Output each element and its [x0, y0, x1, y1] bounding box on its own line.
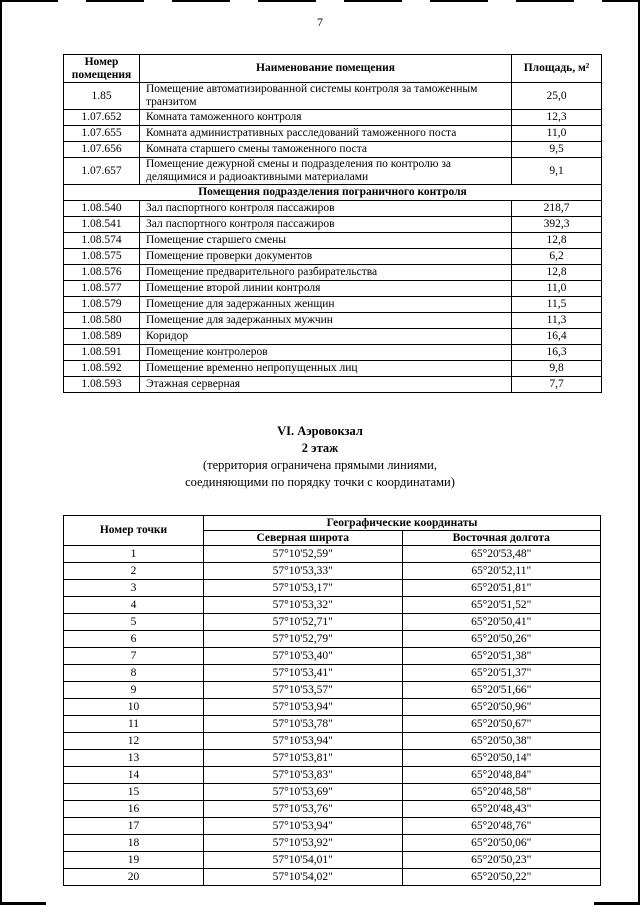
room-number: 1.07.655	[64, 126, 140, 142]
room-area: 9,1	[512, 158, 602, 185]
room-name: Помещение предварительного разбирательства	[140, 265, 512, 281]
room-area: 12,8	[512, 265, 602, 281]
rooms-table	[63, 54, 602, 393]
point-longitude: 65°20'48,84"	[402, 767, 601, 784]
point-latitude: 57°10'53,81"	[204, 750, 403, 767]
room-name: Помещение временно непропущенных лиц	[140, 361, 512, 377]
section-floor: 2 этаж	[301, 441, 339, 455]
room-number: 1.08.575	[64, 249, 140, 265]
room-name: Этажная серверная	[140, 377, 512, 393]
point-number: 8	[64, 665, 204, 682]
room-name: Комната административных расследований таможенного поста	[140, 126, 512, 142]
section-title: VI. Аэровокзал	[277, 424, 363, 438]
room-name: Помещение старшего смены	[140, 233, 512, 249]
point-longitude: 65°20'51,37"	[402, 665, 601, 682]
point-latitude: 57°10'53,41"	[204, 665, 403, 682]
point-number: 11	[64, 716, 204, 733]
coords-col-geo-header: Географические координаты	[204, 516, 601, 531]
room-number: 1.85	[64, 83, 140, 110]
point-number: 19	[64, 852, 204, 869]
point-longitude: 65°20'50,22"	[402, 869, 601, 886]
room-area: 11,3	[512, 313, 602, 329]
point-number: 16	[64, 801, 204, 818]
point-latitude: 57°10'54,02"	[204, 869, 403, 886]
point-latitude: 57°10'54,01"	[204, 852, 403, 869]
point-number: 5	[64, 614, 204, 631]
point-latitude: 57°10'53,94"	[204, 699, 403, 716]
room-number: 1.08.579	[64, 297, 140, 313]
rooms-col-area-header: Площадь, м²	[512, 55, 602, 83]
point-latitude: 57°10'53,78"	[204, 716, 403, 733]
point-longitude: 65°20'50,67"	[402, 716, 601, 733]
section-heading	[0, 423, 640, 491]
room-area: 6,2	[512, 249, 602, 265]
room-name: Помещение контролеров	[140, 345, 512, 361]
point-latitude: 57°10'53,32"	[204, 597, 403, 614]
room-area: 392,3	[512, 217, 602, 233]
room-number: 1.08.592	[64, 361, 140, 377]
scan-border-top	[0, 0, 640, 2]
table-row	[64, 733, 601, 750]
point-number: 15	[64, 784, 204, 801]
table-row	[64, 716, 601, 733]
point-number: 3	[64, 580, 204, 597]
point-longitude: 65°20'50,38"	[402, 733, 601, 750]
table-row	[64, 361, 602, 377]
table-row	[64, 801, 601, 818]
table-row	[64, 249, 602, 265]
coordinates-table	[63, 515, 601, 886]
section-desc-line1: (территория ограничена прямыми линиями,	[203, 458, 437, 472]
room-area: 11,0	[512, 126, 602, 142]
room-area: 16,3	[512, 345, 602, 361]
table-row	[64, 631, 601, 648]
table-row	[64, 665, 601, 682]
point-number: 2	[64, 563, 204, 580]
point-number: 20	[64, 869, 204, 886]
table-row	[64, 313, 602, 329]
room-name: Помещение проверки документов	[140, 249, 512, 265]
table-row	[64, 201, 602, 217]
room-area: 11,0	[512, 281, 602, 297]
table-row	[64, 345, 602, 361]
point-latitude: 57°10'53,40"	[204, 648, 403, 665]
room-name: Помещение для задержанных мужчин	[140, 313, 512, 329]
point-latitude: 57°10'53,33"	[204, 563, 403, 580]
room-number: 1.08.540	[64, 201, 140, 217]
table-row	[64, 784, 601, 801]
point-number: 12	[64, 733, 204, 750]
room-number: 1.08.577	[64, 281, 140, 297]
table-row	[64, 699, 601, 716]
table-row	[64, 682, 601, 699]
room-name: Коридор	[140, 329, 512, 345]
point-latitude: 57°10'52,79"	[204, 631, 403, 648]
coords-col-point-header: Номер точки	[64, 516, 204, 546]
page-number: 7	[317, 15, 323, 29]
rooms-section-row	[64, 185, 602, 201]
table-row	[64, 648, 601, 665]
point-latitude: 57°10'53,83"	[204, 767, 403, 784]
room-name: Помещение автоматизированной системы контроля за таможенным транзитом	[140, 83, 512, 110]
section-desc-line2: соединяющими по порядку точки с координатами)	[185, 475, 455, 489]
room-name: Помещение для задержанных женщин	[140, 297, 512, 313]
point-number: 6	[64, 631, 204, 648]
room-number: 1.08.593	[64, 377, 140, 393]
point-longitude: 65°20'51,81"	[402, 580, 601, 597]
point-longitude: 65°20'50,26"	[402, 631, 601, 648]
point-longitude: 65°20'53,48"	[402, 546, 601, 563]
room-number: 1.07.657	[64, 158, 140, 185]
table-row	[64, 614, 601, 631]
point-number: 13	[64, 750, 204, 767]
room-number: 1.08.591	[64, 345, 140, 361]
table-row	[64, 217, 602, 233]
room-name: Зал паспортного контроля пассажиров	[140, 201, 512, 217]
point-number: 9	[64, 682, 204, 699]
table-row	[64, 852, 601, 869]
point-longitude: 65°20'50,14"	[402, 750, 601, 767]
table-row	[64, 563, 601, 580]
table-row	[64, 83, 602, 110]
point-latitude: 57°10'52,71"	[204, 614, 403, 631]
point-latitude: 57°10'53,94"	[204, 733, 403, 750]
table-row	[64, 265, 602, 281]
room-area: 218,7	[512, 201, 602, 217]
table-row	[64, 158, 602, 185]
point-number: 18	[64, 835, 204, 852]
room-number: 1.07.656	[64, 142, 140, 158]
point-latitude: 57°10'53,94"	[204, 818, 403, 835]
point-longitude: 65°20'50,41"	[402, 614, 601, 631]
table-row	[64, 818, 601, 835]
rooms-section-title: Помещения подразделения пограничного контроля	[64, 185, 602, 201]
room-area: 9,5	[512, 142, 602, 158]
point-longitude: 65°20'50,23"	[402, 852, 601, 869]
coords-col-lat-header: Северная широта	[204, 531, 403, 546]
point-longitude: 65°20'48,58"	[402, 784, 601, 801]
table-row	[64, 835, 601, 852]
room-number: 1.08.580	[64, 313, 140, 329]
table-row	[64, 546, 601, 563]
rooms-col-name-header: Наименование помещения	[140, 55, 512, 83]
room-number: 1.08.574	[64, 233, 140, 249]
table-row	[64, 377, 602, 393]
point-latitude: 57°10'53,69"	[204, 784, 403, 801]
point-number: 7	[64, 648, 204, 665]
room-name: Помещение дежурной смены и подразделения по контролю за делящимися и радиоактивными материалами	[140, 158, 512, 185]
room-area: 25,0	[512, 83, 602, 110]
rooms-table-header-row	[64, 55, 602, 83]
point-latitude: 57°10'53,57"	[204, 682, 403, 699]
point-longitude: 65°20'51,52"	[402, 597, 601, 614]
table-row	[64, 597, 601, 614]
room-area: 12,3	[512, 110, 602, 126]
point-number: 17	[64, 818, 204, 835]
room-area: 12,8	[512, 233, 602, 249]
table-row	[64, 580, 601, 597]
table-row	[64, 329, 602, 345]
point-latitude: 57°10'53,92"	[204, 835, 403, 852]
room-number: 1.08.589	[64, 329, 140, 345]
table-row	[64, 869, 601, 886]
point-longitude: 65°20'48,43"	[402, 801, 601, 818]
room-area: 16,4	[512, 329, 602, 345]
table-row	[64, 110, 602, 126]
point-longitude: 65°20'51,38"	[402, 648, 601, 665]
point-latitude: 57°10'52,59"	[204, 546, 403, 563]
point-latitude: 57°10'53,17"	[204, 580, 403, 597]
coords-col-lon-header: Восточная долгота	[402, 531, 601, 546]
room-name: Комната старшего смены таможенного поста	[140, 142, 512, 158]
point-longitude: 65°20'52,11"	[402, 563, 601, 580]
room-area: 11,5	[512, 297, 602, 313]
room-name: Зал паспортного контроля пассажиров	[140, 217, 512, 233]
rooms-col-number-header: Номер помещения	[64, 55, 140, 83]
room-number: 1.08.541	[64, 217, 140, 233]
table-row	[64, 126, 602, 142]
point-number: 10	[64, 699, 204, 716]
room-number: 1.08.576	[64, 265, 140, 281]
point-longitude: 65°20'50,06"	[402, 835, 601, 852]
coords-header-row-1	[64, 516, 601, 531]
room-number: 1.07.652	[64, 110, 140, 126]
scan-border-left	[0, 0, 2, 905]
point-latitude: 57°10'53,76"	[204, 801, 403, 818]
point-longitude: 65°20'50,96"	[402, 699, 601, 716]
point-longitude: 65°20'51,66"	[402, 682, 601, 699]
point-number: 14	[64, 767, 204, 784]
table-row	[64, 750, 601, 767]
room-area: 9,8	[512, 361, 602, 377]
table-row	[64, 142, 602, 158]
table-row	[64, 297, 602, 313]
room-name: Комната таможенного контроля	[140, 110, 512, 126]
room-name: Помещение второй линии контроля	[140, 281, 512, 297]
room-area: 7,7	[512, 377, 602, 393]
table-row	[64, 281, 602, 297]
point-number: 4	[64, 597, 204, 614]
table-row	[64, 767, 601, 784]
table-row	[64, 233, 602, 249]
point-longitude: 65°20'48,76"	[402, 818, 601, 835]
point-number: 1	[64, 546, 204, 563]
